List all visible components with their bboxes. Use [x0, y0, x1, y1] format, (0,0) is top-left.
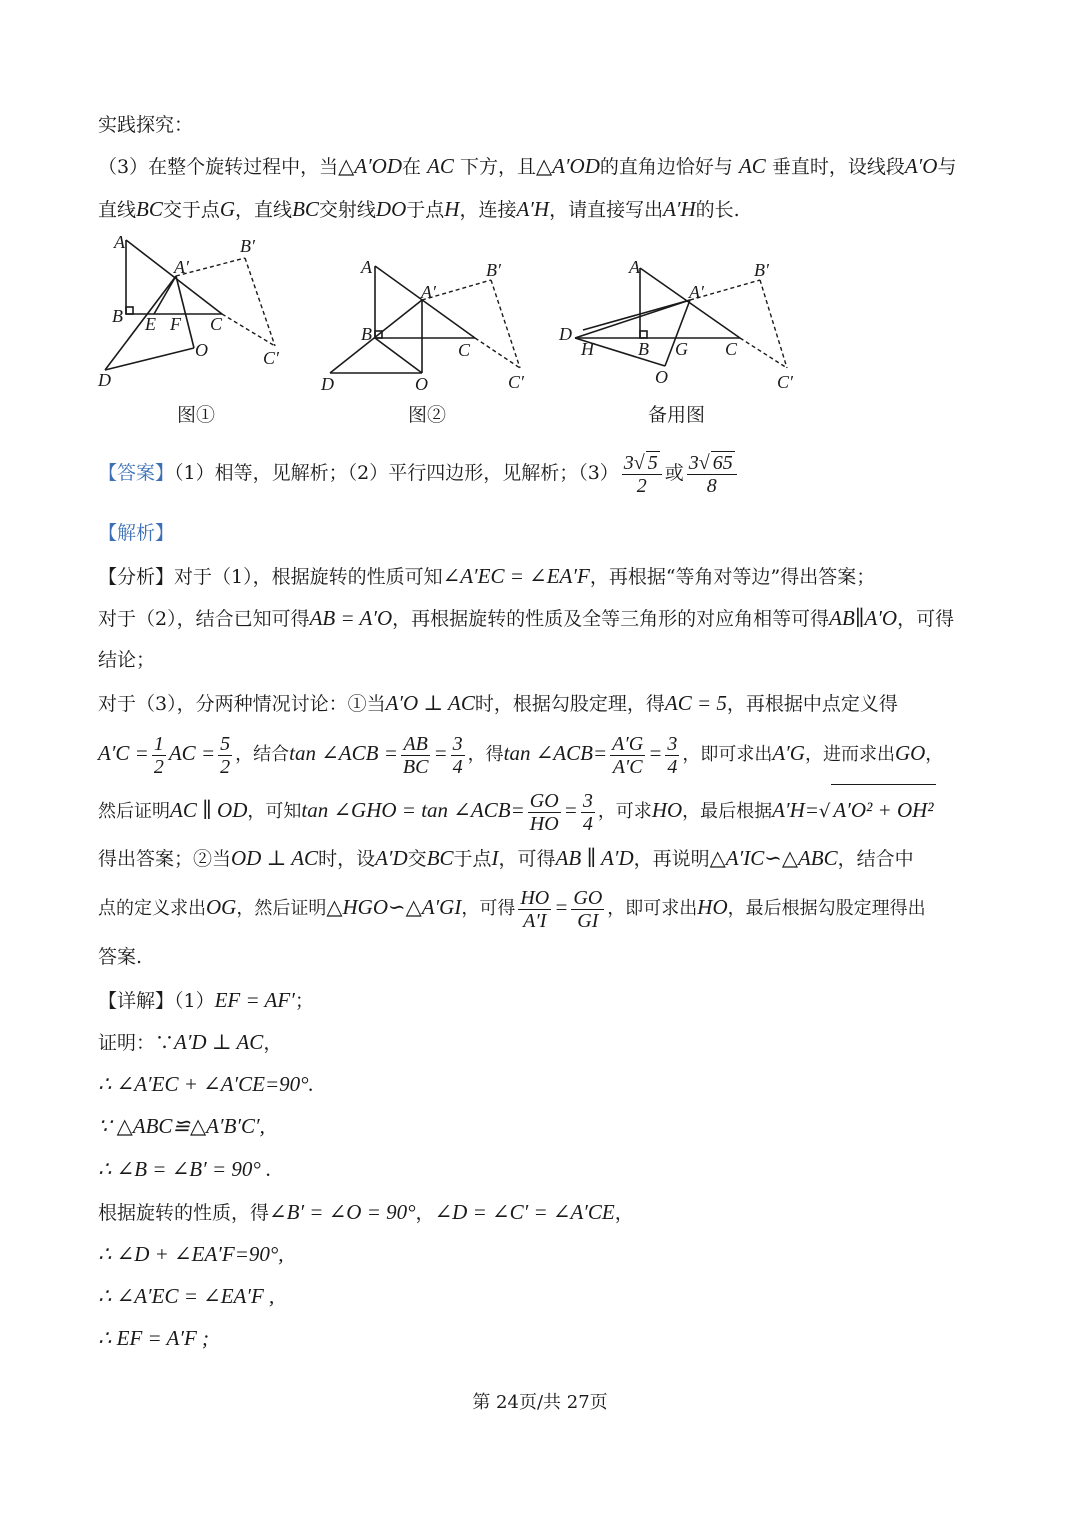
- fig2-label-C-prime: C′: [508, 372, 524, 392]
- figure-2-caption: 图②: [408, 404, 447, 426]
- fig2-label-A: A: [361, 257, 372, 277]
- detail-line-4: ∵ △ABC≌△A′B′C′,: [98, 1114, 265, 1138]
- fig3-label-H: H: [581, 339, 594, 359]
- detail-line-8: ∴ ∠A′EC = ∠EA′F ,: [98, 1284, 275, 1308]
- detail-line-6: 根据旋转的性质，得∠B′ = ∠O = 90°，∠D = ∠C′ = ∠A′CE，: [98, 1200, 634, 1224]
- detail-line-3: ∴ ∠A′EC + ∠A′CE=90°.: [98, 1072, 314, 1096]
- fig3-label-D: D: [559, 324, 572, 344]
- fig1-label-A-prime: A′: [174, 257, 189, 277]
- analysis-line-9: 答案.: [98, 946, 143, 968]
- analysis-line-7: 得出答案；②当OD ⊥ AC时，设A′D交BC于点I，可得AB ∥ A′D，再说明△A′IC∽△ABC，结合中: [98, 846, 914, 870]
- fig1-label-C-prime: C′: [263, 348, 279, 368]
- fig3-label-B-prime: B′: [754, 260, 769, 280]
- detail-line-5: ∴ ∠B = ∠B′ = 90° .: [98, 1157, 272, 1181]
- fig3-label-C: C: [725, 339, 738, 359]
- fig1-label-E: E: [145, 314, 156, 334]
- fig1-label-D: D: [98, 370, 111, 390]
- fig1-label-O: O: [195, 340, 208, 360]
- answer-fraction-2: $\frac{3√ 65}{8}$: [687, 451, 737, 497]
- analysis-line-1: 【分析】对于（1），根据旋转的性质可知∠A′EC = ∠EA′F，再根据“等角对等边”得出答案；: [98, 564, 876, 588]
- analysis-line-2: 对于（2），结合已知可得AB = A′O，再根据旋转的性质及全等三角形的对应角相等可得AB∥A′O，可得: [98, 606, 955, 630]
- analysis-line-3: 结论；: [98, 649, 156, 671]
- fig3-label-A-prime: A′: [689, 282, 704, 302]
- answer-line: 【答案】（1）相等，见解析；（2）平行四边形，见解析；（3） $\frac{3√ 5}{2}$ 或 $\frac{3√ 65}{8}$: [98, 448, 984, 498]
- analysis-line-5: A′C = $\frac{1}{2}$ AC = $\frac{5}{2}$ ，结合tan ∠ACB = $\frac{AB}{BC}$ = $\frac{3}{4}$ ，得tan ∠ACB= $\frac{A'G}{A'C}$ = $\frac{3}{4}$ ，即可求出A′G，进而求出GO，: [98, 732, 944, 778]
- fig3-label-C-prime: C′: [777, 372, 793, 392]
- analysis-tag: 【解析】: [98, 522, 175, 544]
- detail-line-9: ∴ EF = A′F ;: [98, 1326, 210, 1350]
- analysis-line-6: 然后证明AC ∥ OD，可知tan ∠GHO = tan ∠ACB= $\frac{GO}{HO}$ = $\frac{3}{4}$ ，可求HO，最后根据A′H=√ A′O² + OH²: [98, 784, 984, 837]
- fig2-label-O: O: [415, 374, 428, 394]
- question-line-1: （3）在整个旋转过程中，当△A′OD在 AC 下方，且△A′OD的直角边恰好与 AC 垂直时，设线段A′O与: [98, 154, 957, 178]
- figure-1-caption: 图①: [177, 404, 216, 426]
- question-line-2: 直线BC交于点G，直线BC交射线DO于点H，连接A′H，请直接写出A′H的长.: [98, 197, 740, 221]
- fig1-label-F: F: [170, 314, 181, 334]
- figure-1-diagram: [90, 228, 300, 398]
- fig3-label-A: A: [629, 257, 640, 277]
- fig2-label-D: D: [321, 374, 334, 394]
- fig1-label-B-prime: B′: [240, 236, 255, 256]
- answer-tag: 【答案】: [98, 462, 175, 484]
- fig1-label-B: B: [112, 306, 123, 326]
- figure-3-caption: 备用图: [648, 404, 706, 426]
- fig2-label-B-prime: B′: [486, 260, 501, 280]
- detail-line-1: 【详解】（1）EF = AF′；: [98, 988, 314, 1012]
- fig2-label-B: B: [361, 324, 372, 344]
- analysis-line-4: 对于（3），分两种情况讨论：①当A′O ⊥ AC时，根据勾股定理，得AC = 5，再根据中点定义得: [98, 691, 898, 715]
- fig3-label-B: B: [638, 339, 649, 359]
- detail-line-2: 证明：∵A′D ⊥ AC，: [98, 1030, 283, 1054]
- fig2-label-A-prime: A′: [421, 282, 436, 302]
- page-footer: 第 24页/共 27页: [472, 1392, 608, 1413]
- fig3-label-O: O: [655, 367, 668, 387]
- figure-3-diagram: [555, 228, 805, 398]
- fig1-label-A: A: [114, 232, 125, 252]
- detail-line-7: ∴ ∠D + ∠EA′F=90°,: [98, 1242, 284, 1266]
- fig2-label-C: C: [458, 340, 471, 360]
- analysis-line-8: 点的定义求出OG，然后证明△HGO∽△A′GI，可得 $\frac{HO}{A'I}$ = $\frac{GO}{GI}$ ，即可求出HO，最后根据勾股定理得出: [98, 886, 926, 932]
- fig3-label-G: G: [675, 339, 688, 359]
- section-title: 实践探究：: [98, 114, 194, 136]
- fig1-label-C: C: [210, 314, 223, 334]
- answer-fraction-1: $\frac{3√ 5}{2}$: [622, 451, 662, 497]
- figure-2-diagram: [315, 228, 535, 398]
